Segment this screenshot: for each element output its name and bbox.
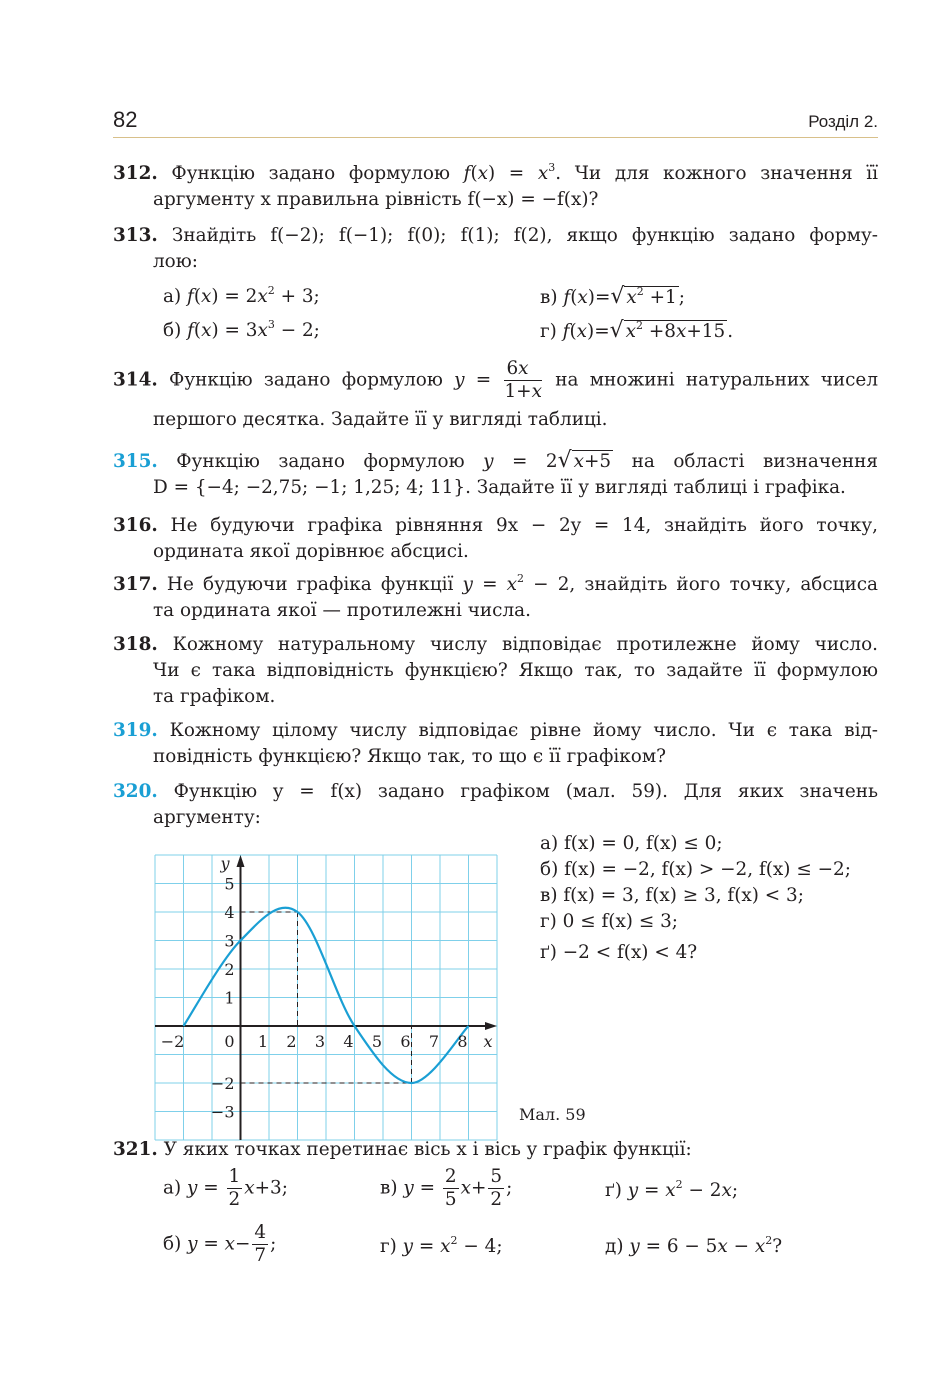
problem-number: 312. — [113, 163, 158, 184]
problem-text: D = {−4; −2,75; −1; 1,25; 4; 11}. Задайте її у вигляді таблиці і графіка. — [153, 477, 846, 498]
problem-321-a: а) y = $\frac{1}{2}$ x+3; — [163, 1166, 288, 1210]
problem-text: першого десятка. Задайте її у вигляді таблиці. — [153, 409, 608, 430]
fraction: $\frac{6x}{1+x}$ — [504, 358, 542, 402]
problem-313-b: б) $f(x) = 3x^3 - 2$; — [163, 317, 320, 341]
x-tick-label: 4 — [343, 1032, 354, 1051]
problem-number: 315. — [113, 451, 158, 472]
problem-316 — [113, 513, 878, 565]
problem-315: 315. Функцію задано формулою y = 2√ x+5 на області визначення D = {−4; −2,75; −1; 1,25; 4; 11}. Задайте її у вигляді таблиці і графіка. — [113, 448, 878, 501]
problem-318 — [113, 632, 878, 710]
problem-text: повідність функцією? Якщо так, то що є її графіком? — [153, 746, 666, 767]
problem-321-b: б) y = x− $\frac{4}{7}$ ; — [163, 1222, 277, 1266]
problem-321-g: г) $y = x^2 - 4$; — [380, 1233, 503, 1257]
problem-number: 319. — [113, 720, 158, 741]
y-tick-label: 1 — [224, 988, 235, 1008]
problem-317: 317. Не будуючи графіка функції $y = x^2 - 2$, знайдіть його точку, абсциса та ордината якої — протилежні числа. — [113, 572, 878, 624]
problem-313-g: г) f(x)=√ $x^2 +8x+15$ . — [540, 318, 734, 343]
y-axis-label: y — [220, 854, 230, 873]
problem-321-v: в) y = $\frac{2}{5}$ x+ $\frac{5}{2}$ ; — [380, 1166, 513, 1210]
problem-text: Функцію задано формулою — [157, 163, 464, 184]
problem-320-item: а) f(x) = 0, f(x) ≤ 0; — [540, 833, 723, 854]
page-number: 82 — [113, 107, 138, 132]
x-tick-label: 3 — [314, 1032, 326, 1051]
x-tick-label: −2 — [160, 1032, 185, 1051]
problem-321-gg: ґ) $y = x^2 - 2x$; — [605, 1177, 739, 1201]
problem-number: 321. — [113, 1139, 158, 1160]
problem-text: на множині натуральних чисел — [543, 369, 878, 391]
problem-text: Функцію задано формулою — [157, 451, 484, 472]
problem-text: У яких точках перетинає вісь x і вісь y графік функції: — [157, 1139, 692, 1160]
problem-313 — [113, 223, 878, 275]
problem-312: 312. Функцію задано формулою $f(x) = x^3$. Чи для кожного значення її аргументу x правильна рівність f(−x) = −f(x)? — [113, 161, 878, 213]
section-label: Розділ 2. — [808, 112, 878, 131]
problem-text: , знайдіть його точку, абсциса — [569, 574, 878, 595]
y-tick-label: 5 — [224, 874, 235, 894]
x-tick-label: 8 — [457, 1032, 468, 1051]
problem-320-item: ґ) −2 < f(x) < 4? — [540, 942, 698, 963]
problem-text: Функцію задано формулою — [157, 369, 455, 391]
y-tick-label: −3 — [210, 1102, 235, 1122]
x-axis-arrow — [485, 1022, 497, 1030]
problem-text: та графіком. — [153, 686, 276, 707]
function-graph — [150, 850, 502, 1142]
x-tick-label: 1 — [257, 1032, 269, 1051]
problem-320-item: в) f(x) = 3, f(x) ≥ 3, f(x) < 3; — [540, 885, 804, 906]
x-tick-label: 6 — [400, 1032, 411, 1051]
problem-number: 320. — [113, 781, 158, 802]
problem-number: 314. — [113, 369, 158, 391]
problem-text: Знайдіть f(−2); f(−1); f(0); f(1); f(2), якщо функцію задано форму- — [157, 225, 878, 246]
y-tick-label: −2 — [210, 1074, 235, 1093]
problem-320-item: г) 0 ≤ f(x) ≤ 3; — [540, 911, 678, 932]
problem-320-item: б) f(x) = −2, f(x) > −2, f(x) ≤ −2; — [540, 859, 851, 880]
y-tick-label: 4 — [224, 903, 235, 922]
problem-321 — [113, 1137, 878, 1163]
problem-text: . Чи для кожного значення її — [555, 163, 879, 184]
problem-text: ордината якої дорівнює абсцисі. — [153, 541, 469, 562]
problem-text: аргументу: — [153, 807, 261, 828]
problem-text: Функцію y = f(x) задано графіком (мал. 59). Для яких значень — [157, 781, 878, 802]
problem-321-d: д) $y = 6 - 5x - x^2$? — [605, 1233, 783, 1257]
problem-number: 318. — [113, 634, 158, 655]
y-axis-arrow — [237, 855, 245, 867]
x-axis-label: x — [483, 1032, 493, 1051]
problem-text: на області визначення — [613, 451, 878, 472]
problem-number: 317. — [113, 574, 158, 595]
problem-text: Чи є така відповідність функцією? Якщо так, то задайте її формулою — [153, 660, 878, 681]
x-tick-label: 2 — [286, 1032, 297, 1051]
problem-314: 314. Функцію задано формулою y = $\frac{6x}{1+x}$ на множині натуральних чисел першого десятка. Задайте її у вигляді таблиці. — [113, 358, 878, 433]
figure-caption: Мал. 59 — [519, 1105, 586, 1124]
problem-text: Кожному натуральному числу відповідає протилежне йому число. — [157, 634, 878, 655]
header-divider — [113, 137, 878, 138]
problem-313-v: в) f(x)=√ $x^2 +1$ ; — [540, 284, 685, 309]
problem-text: та ордината якої — протилежні числа. — [153, 600, 531, 621]
problem-text: Кожному цілому числу відповідає рівне йому число. Чи є така від- — [157, 720, 878, 741]
y-tick-label: 3 — [224, 931, 235, 951]
problem-text: лою: — [153, 251, 198, 272]
problem-number: 313. — [113, 225, 158, 246]
x-tick-label: 7 — [428, 1032, 440, 1051]
problem-text: Не будуючи графіка функції — [157, 574, 463, 595]
x-tick-label: 5 — [371, 1032, 383, 1051]
problem-320 — [113, 779, 878, 831]
problem-319 — [113, 718, 878, 770]
x-tick-label: 0 — [224, 1032, 235, 1051]
y-tick-label: 2 — [224, 960, 235, 979]
problem-text: аргументу x правильна рівність f(−x) = −f(x)? — [153, 189, 599, 210]
problem-313-a: а) $f(x) = 2x^2 + 3$; — [163, 283, 320, 307]
problem-number: 316. — [113, 515, 158, 536]
problem-text: Не будуючи графіка рівняння 9x − 2y = 14, знайдіть його точку, — [157, 515, 878, 536]
